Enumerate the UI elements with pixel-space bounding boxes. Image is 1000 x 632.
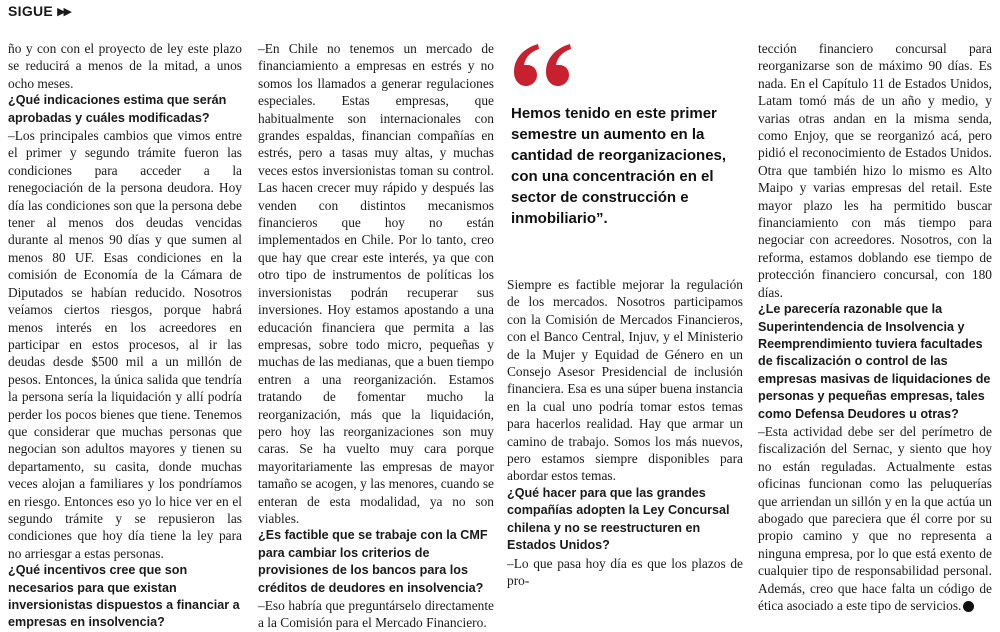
column-3-body — [507, 276, 743, 589]
end-of-article-icon — [963, 601, 974, 612]
paragraph-text: –Esta actividad debe ser del perímetro de fiscalización del Sernac, y siento que hoy no están reguladas. Actualmente estas oficinas funcionan como las peluquerías que arriendan un sillón y en la que actúa un abogado que pareciera que él corre por su propio camino y que no representa a ninguna empresa, por lo que está exento de cualquier tipo de responsabilidad personal. Además, creo que hace falta un código de ética asociado a este tipo de servicios. — [758, 423, 992, 613]
section-header — [8, 0, 70, 22]
column-1 — [8, 40, 242, 632]
paragraph: tección financiero concursal para reorganizarse son de máximo 90 días. Es nada. En el Capítulo 11 de Estados Unidos, Latam tomó más de un año y medio, y varias otras andan en la misma senda, como Enjoy, que se reorganizó acá, pero pidió el reconocimiento de Estados Unidos. Otra que también hizo lo mismo es Alto Maipo y varias empresas del retail. Este mayor plazo les ha permitido buscar financiamiento con más tiempo para negociar con acreedores. Nosotros, con la reforma, estamos doblando ese tiempo de protección financiero concursal, con 180 días. — [758, 41, 992, 300]
question: ¿Es factible que se trabaje con la CMF para cambiar los criterios de provisiones de los bancos para los créditos de deudores en insolvencia? — [258, 528, 488, 595]
question: ¿Qué indicaciones estima que serán aprobadas y cuáles modificadas? — [8, 93, 227, 125]
question: ¿Le parecería razonable que la Superintendencia de Insolvencia y Reemprendimiento tuviera facultades de fiscalización o control de las empresas masivas de liquidaciones de personas y pequeñas empresas, tales como Defensa Deudores u otras? — [758, 302, 991, 421]
paragraph: Siempre es factible mejorar la regulación de los mercados. Nosotros participamos con la Comisión de Mercados Financieros, con el Banco Central, Injuv, y el Ministerio de la Mujer y Equidad de Género en un Consejo Asesor Presidencial de inclusión financiera. Esa es una súper buena instancia en la cual uno podría tomar estos temas para hacerlos realidad. Hay que armar un camino de trabajo. Somos los más nuevos, pero estamos siempre disponibles para abordar estos temas. — [507, 277, 743, 484]
section-label: SIGUE — [8, 3, 54, 19]
column-4 — [758, 40, 992, 614]
paragraph: –Eso habría que preguntárselo directamente a la Comisión para el Mercado Financiero. — [258, 598, 494, 631]
pull-quote: Hemos tenido en este primer semestre un aumento en la cantidad de reorganizaciones, con una concentración en el sector de construcción e inmobiliario”. — [511, 105, 727, 227]
question: ¿Qué hacer para que las grandes compañías adopten la Ley Concursal chilena y no se reestructuren en Estados Unidos? — [507, 485, 730, 553]
paragraph: –Lo que pasa hoy día es que los plazos de pro- — [507, 555, 743, 588]
continue-arrows-icon: ▶▶ — [57, 5, 70, 18]
question: ¿Qué incentivos cree que son necesarios para que existan inversionistas dispuestos a financiar a empresas en insolvencia? — [8, 563, 240, 630]
column-2 — [258, 40, 494, 632]
paragraph: –Los principales cambios que vimos entre el primer y segundo trámite fueron las condiciones para acceder a la renegociación de la persona deudora. Hoy día las condiciones son que la persona debe tener al menos dos deudas vencidas durante al menos 90 días y que sumen al menos 80 UF. Esas condiciones en la comisión de Economía de la Cámara de Diputados se habían reducido. Nosotros veíamos ciertos riesgos, porque habrá menos interés en los acreedores en participar en estos procesos, al ir las deudas desde $500 mil a un millón de pesos. Entonces, la única salida que tendría la persona sería la liquidación y allí podría perder los pocos bienes que tiene. Tenemos que considerar que muchas personas que negocian son adultos mayores y tienen su departamento, su casita, donde muchas veces alojan a familiares y los pondríamos en riesgo. Entonces eso yo lo hice ver en el segundo trámite y se repusieron las condiciones que hoy día tiene la ley para no arriesgar a estas personas. — [8, 128, 242, 561]
paragraph: –En Chile no tenemos un mercado de financiamiento a empresas en estrés y no somos los llamados a generar regulaciones especiales. Estas empresas, que habitualmente son internacionales con grandes espaldas, financian compañías en estrés, pero a tasas muy altas, y muchas veces estos inversionistas toman su control. Las hacen crecer muy rápido y después las venden con distintos mecanismos financieros que hoy no están implementados en Chile. Por lo tanto, creo que hay que crear este interés, ya que con otro tipo de instrumentos de políticas los inversionistas podrán recuperar sus inversiones. Hoy estamos apostando a una educación financiera que permita a las empresas, sobre todo micro, pequeñas y muchas de las medianas, que a buen tiempo entren a una reorganización. Estamos tratando de fomentar mucho la reorganización, más que la liquidación, pero hoy las reorganizaciones son muy caras. Se ha vuelto muy cara porque mayoritariamente las empresas de mayor tamaño se acogen, y las menores, cuando se enteran de esta modalidad, ya no son viables. — [258, 41, 494, 526]
quote-mark-icon — [508, 40, 578, 88]
paragraph: ño y con con el proyecto de ley este plazo se reducirá a menos de la mitad, a unos ocho meses. — [8, 41, 242, 91]
paragraph — [758, 423, 992, 614]
